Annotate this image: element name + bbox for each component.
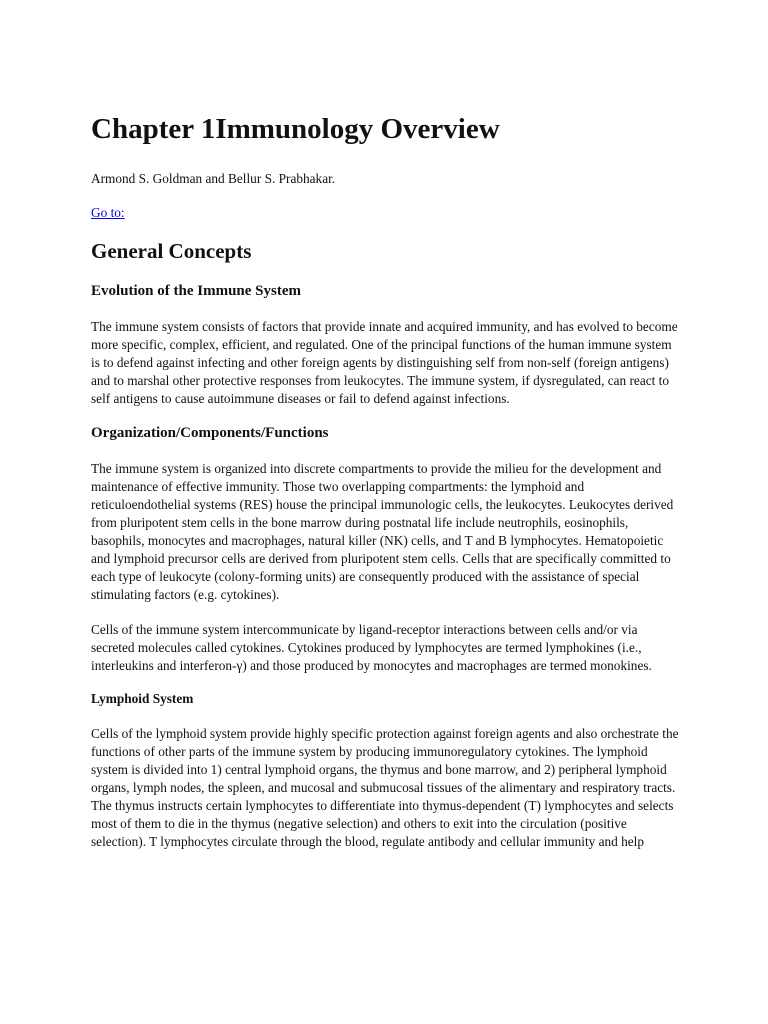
subsection-title-lymphoid: Lymphoid System: [91, 691, 194, 706]
paragraph-evolution: The immune system consists of factors that provide innate and acquired immunity, and has evolved to become more specific, complex, efficient, and regulated. One of the principal functions of the human immune system is to defend against infecting and other foreign agents by distinguishing self from non-self (foreign antigens) and to marshal other protective responses from leukocytes. The immune system, if dysregulated, can react to self antigens to cause autoimmune diseases or fail to defend against infections.: [91, 319, 678, 406]
section-title-general-concepts: General Concepts: [91, 239, 252, 263]
chapter-title: Chapter 1Immunology Overview: [91, 113, 500, 145]
goto-container: [91, 204, 680, 222]
goto-link[interactable]: Go to:: [91, 205, 125, 220]
authors-line: Armond S. Goldman and Bellur S. Prabhakar.: [91, 171, 336, 186]
subsection-title-evolution: Evolution of the Immune System: [91, 283, 302, 299]
paragraph-organization-1: The immune system is organized into discrete compartments to provide the milieu for the development and maintenance of effective immunity. Those two overlapping compartments: the lymphoid and reticuloendothelial systems (RES) house the principal immunologic cells, the leukocytes. Leukocytes derived from pluripotent stem cells in the bone marrow during postnatal life include neutrophils, eosinophils, basophils, monocytes and macrophages, natural killer (NK) cells, and T and B lymphocytes. Hematopoietic and lymphoid precursor cells are derived from pluripotent stem cells. Cells that are specifically committed to each type of leukocyte (colony-forming units) are consequently produced with the assistance of special stimulating factors (e.g. cytokines).: [91, 461, 674, 602]
subsection-title-organization: Organization/Components/Functions: [91, 425, 329, 441]
paragraph-lymphoid: Cells of the lymphoid system provide highly specific protection against foreign agents and also orchestrate the functions of other parts of the immune system by producing immunoregulatory cytokines. The lymphoid system is divided into 1) central lymphoid organs, the thymus and bone marrow, and 2) peripheral lymphoid organs, lymph nodes, the spleen, and mucosal and submucosal tissues of the alimentary and respiratory tracts. The thymus instructs certain lymphocytes to differentiate into thymus-dependent (T) lymphocytes and selects most of them to die in the thymus (negative selection) and others to exit into the circulation (positive selection). T lymphocytes circulate through the blood, regulate antibody and cellular immunity and help: [91, 726, 679, 849]
paragraph-organization-2: Cells of the immune system intercommunicate by ligand-receptor interactions between cells and/or via secreted molecules called cytokines. Cytokines produced by lymphocytes are termed lymphokines (i.e., interleukins and interferon-γ) and those produced by monocytes and macrophages are termed monokines.: [91, 622, 652, 673]
